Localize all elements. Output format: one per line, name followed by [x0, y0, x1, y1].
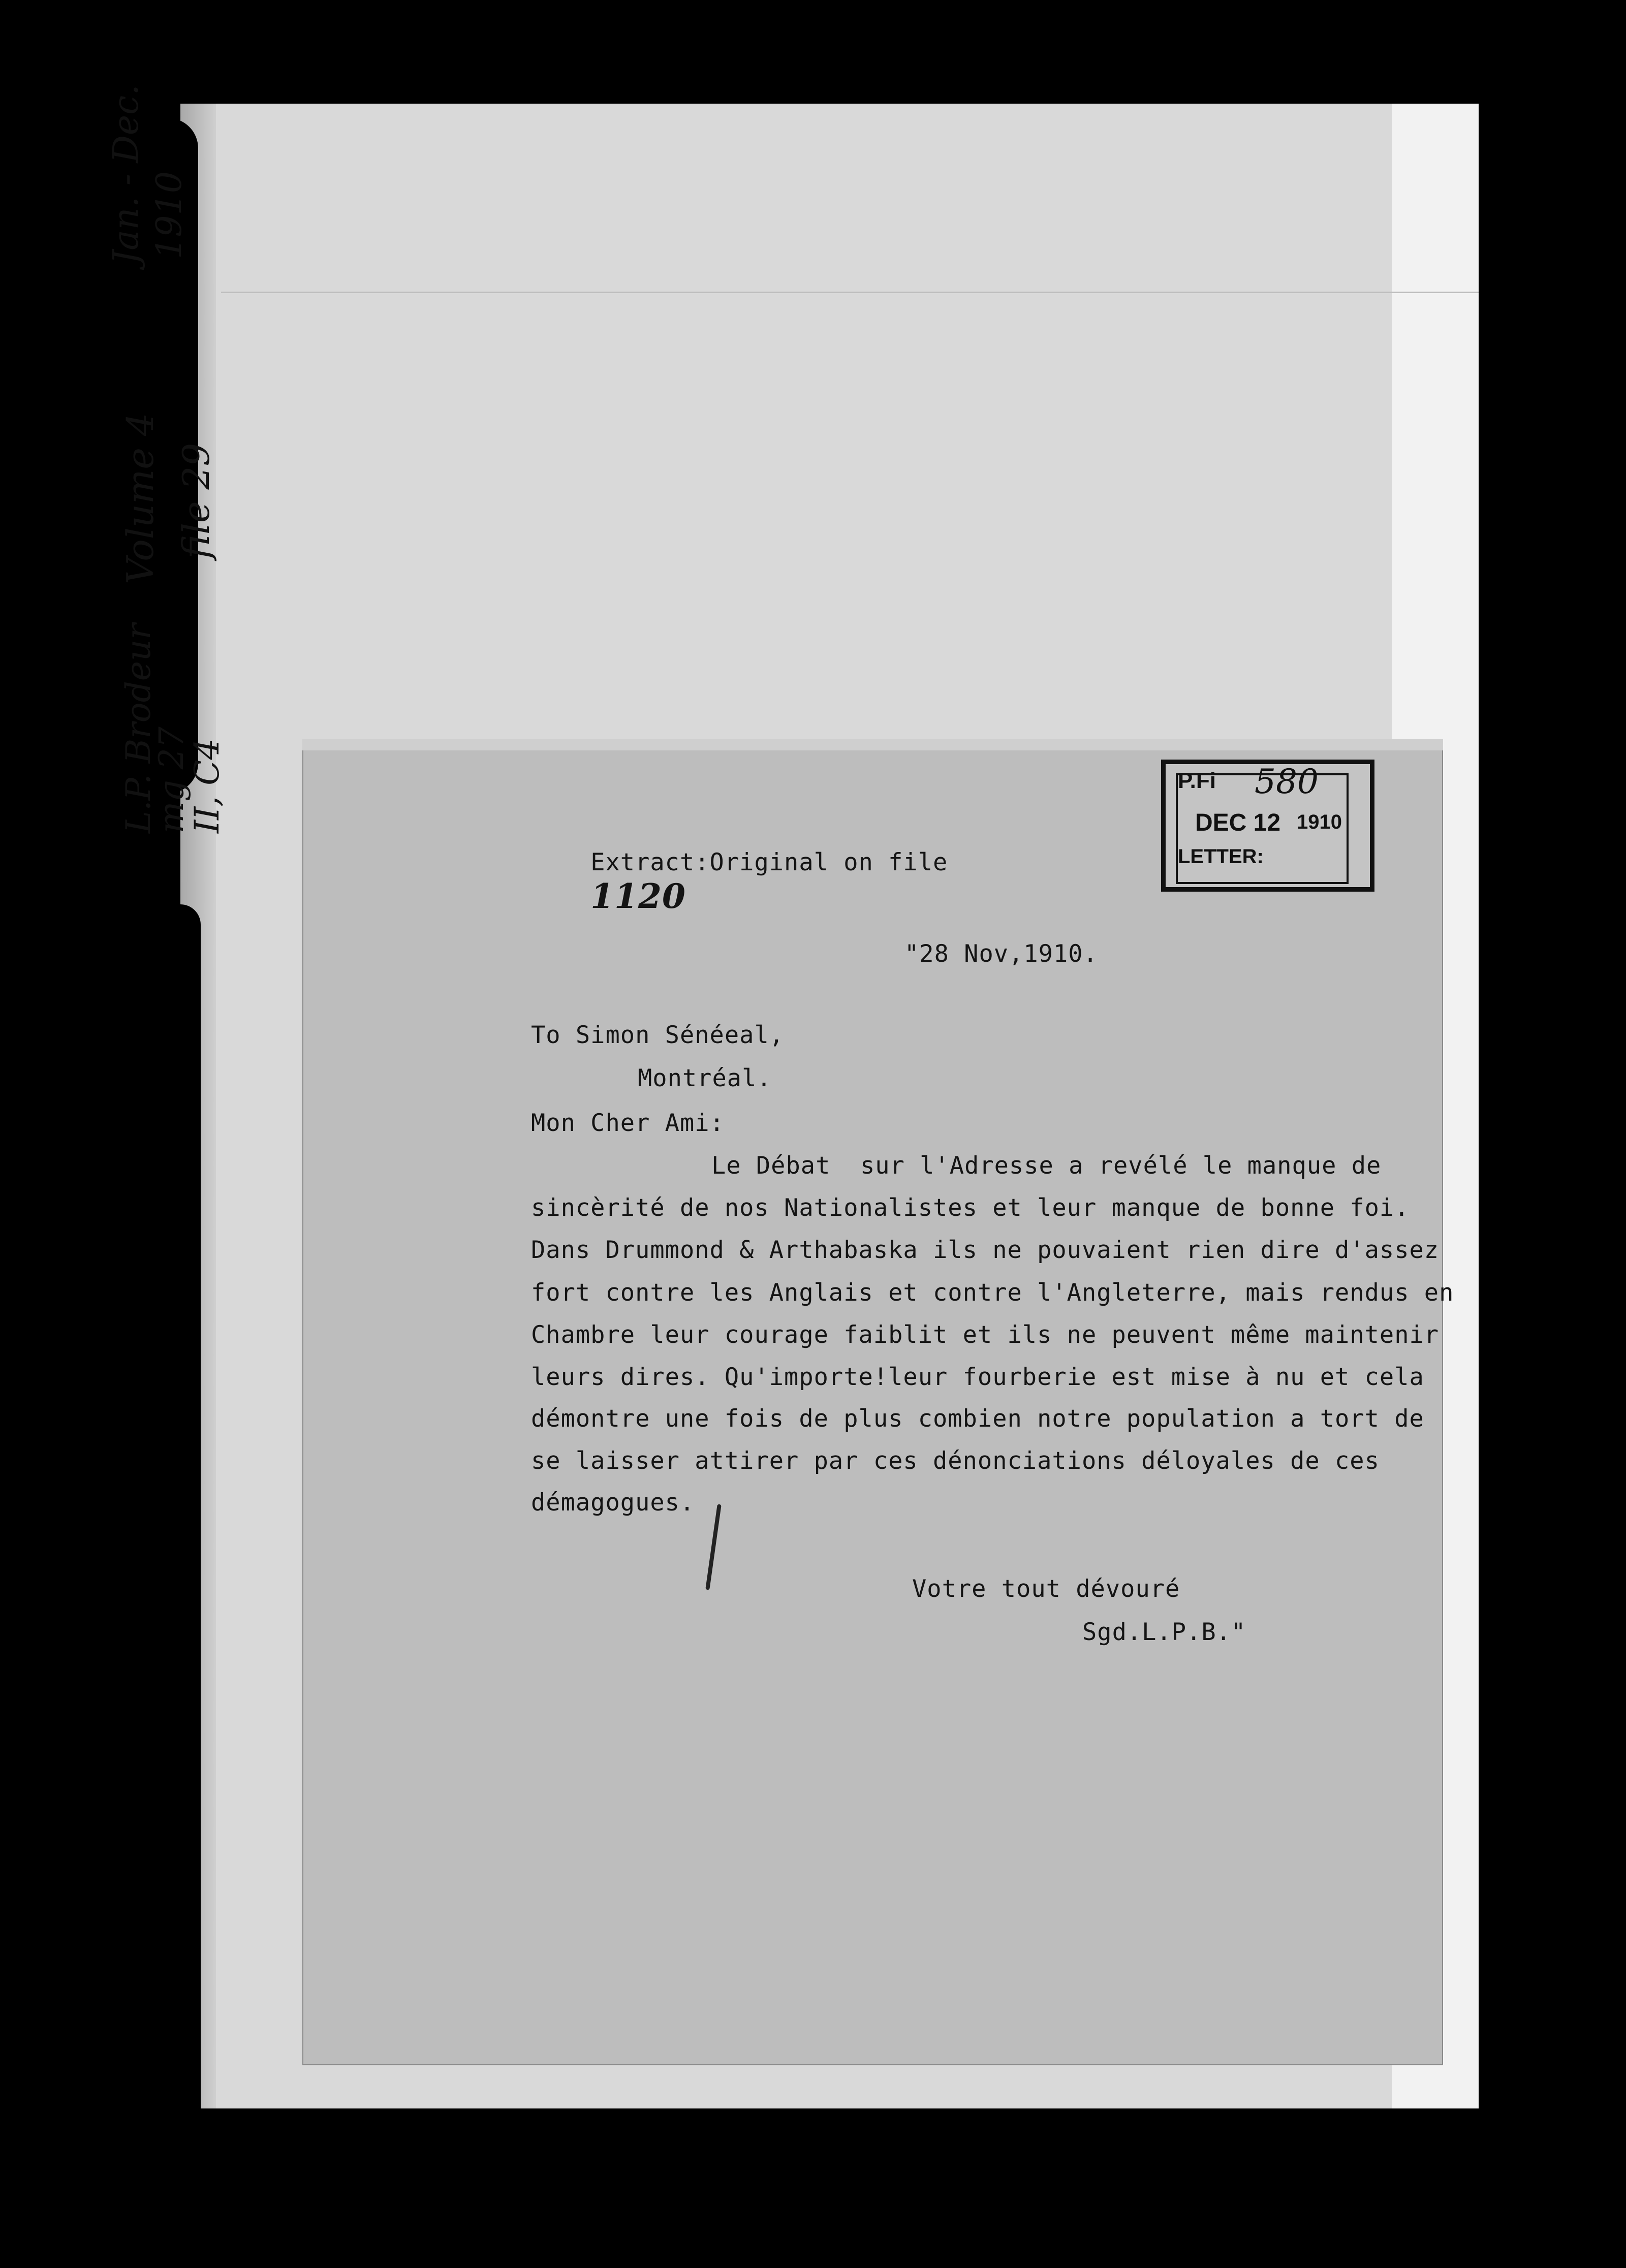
stamp-number: 580 — [1255, 762, 1319, 801]
folder-tab-edge — [152, 904, 201, 2114]
letter-closing: Votre tout dévouré — [912, 1575, 1180, 1603]
letter-salutation: Mon Cher Ami: — [531, 1109, 725, 1137]
annotation-file: file 29 — [175, 443, 217, 559]
letter-place: Montréal. — [638, 1064, 772, 1092]
body-line: se laisser attirer par ces dénonciations déloyales de ces — [531, 1447, 1380, 1475]
annotation-mg: mg 27 — [152, 727, 191, 833]
body-line: démagogues. — [531, 1489, 695, 1517]
body-line: fort contre les Anglais et contre l'Angleterre, mais rendus en — [531, 1279, 1454, 1307]
letter-sheet — [302, 739, 1454, 2065]
annotation-date-range: Jan. - Dec. — [106, 84, 146, 264]
body-line: Dans Drummond & Arthabaska ils ne pouvaient rien dire d'assez — [531, 1236, 1440, 1264]
body-line: démontre une fois de plus combien notre population a tort de — [531, 1405, 1424, 1433]
body-line: sincèrité de nos Nationalistes et leur manque de bonne foi. — [531, 1194, 1410, 1222]
received-stamp — [1161, 760, 1374, 892]
annotation-collection: L.P. Brodeur — [119, 623, 158, 833]
stamp-pfi: P.Fi — [1178, 768, 1216, 793]
body-line: Chambre leur courage faiblit et ils ne peuvent même maintenir — [531, 1321, 1440, 1349]
body-line: Le Débat sur l'Adresse a revélé le manque de — [711, 1152, 1382, 1180]
letter-signature: Sgd.L.P.B." — [1082, 1618, 1246, 1646]
letter-recipient: To Simon Sénéeal, — [531, 1021, 785, 1049]
folder-crease — [221, 292, 1479, 293]
annotation-series: II, C4 — [187, 738, 227, 833]
annotation-year: 1910 — [149, 171, 190, 259]
stamp-year: 1910 — [1297, 811, 1342, 833]
extract-label: Extract:Original on file — [590, 848, 948, 876]
body-line: leurs dires. Qu'importe!leur fourberie est mise à nu et cela — [531, 1363, 1424, 1391]
handwritten-file-number: 1120 — [590, 876, 686, 916]
extract-line — [531, 821, 948, 944]
stamp-letter: LETTER: — [1178, 845, 1264, 868]
sheet-top-edge — [302, 739, 1443, 750]
letter-date: "28 Nov,1910. — [904, 940, 1098, 968]
stamp-date: DEC 12 — [1195, 809, 1281, 836]
annotation-volume: Volume 4 — [119, 413, 162, 584]
